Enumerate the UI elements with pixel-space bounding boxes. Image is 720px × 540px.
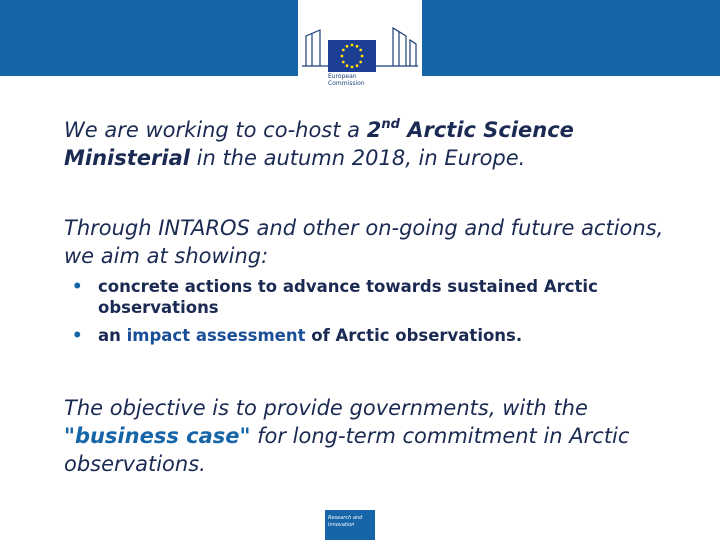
footer-line2: Innovation xyxy=(328,522,355,528)
bullet2-highlight: impact assessment xyxy=(126,326,306,345)
p1-event-name: Arctic Science Ministerial xyxy=(64,118,574,170)
p3-business-case: "business case" xyxy=(64,424,251,448)
p3-text-c: for long-term commitment in Arctic observations. xyxy=(64,424,630,476)
p3-text-a: The objective is to provide governments, with the xyxy=(64,396,588,420)
logo-text-line2: Commission xyxy=(328,80,365,87)
p1-ordinal: 2 xyxy=(366,118,382,142)
list-item xyxy=(72,325,672,346)
footer-text xyxy=(328,515,362,529)
p1-text-d: in the autumn 2018, in Europe. xyxy=(189,146,526,170)
bullet2-text-a: an xyxy=(98,326,127,345)
logo-text-line1: European xyxy=(328,73,357,80)
bullet-icon: • xyxy=(72,326,83,345)
p1-ordinal-suffix: nd xyxy=(381,117,400,132)
bullet1-text: concrete actions to advance towards sustained Arctic observations xyxy=(98,277,598,317)
paragraph-objective xyxy=(64,394,694,478)
paragraph-intaros: Through INTAROS and other on-going and future actions, we aim at showing: xyxy=(64,216,664,268)
european-commission-logo xyxy=(298,0,422,102)
bullet-list xyxy=(72,276,672,353)
footer-line1: Research and xyxy=(328,515,363,521)
bullet-icon: • xyxy=(72,277,83,296)
p1-text-a: We are working to co-host a xyxy=(64,118,367,142)
list-item xyxy=(72,276,672,318)
research-innovation-badge xyxy=(325,510,375,540)
logo-text xyxy=(328,73,365,87)
paragraph-ministerial xyxy=(64,116,694,172)
bullet2-text-c: of Arctic observations. xyxy=(305,326,523,345)
